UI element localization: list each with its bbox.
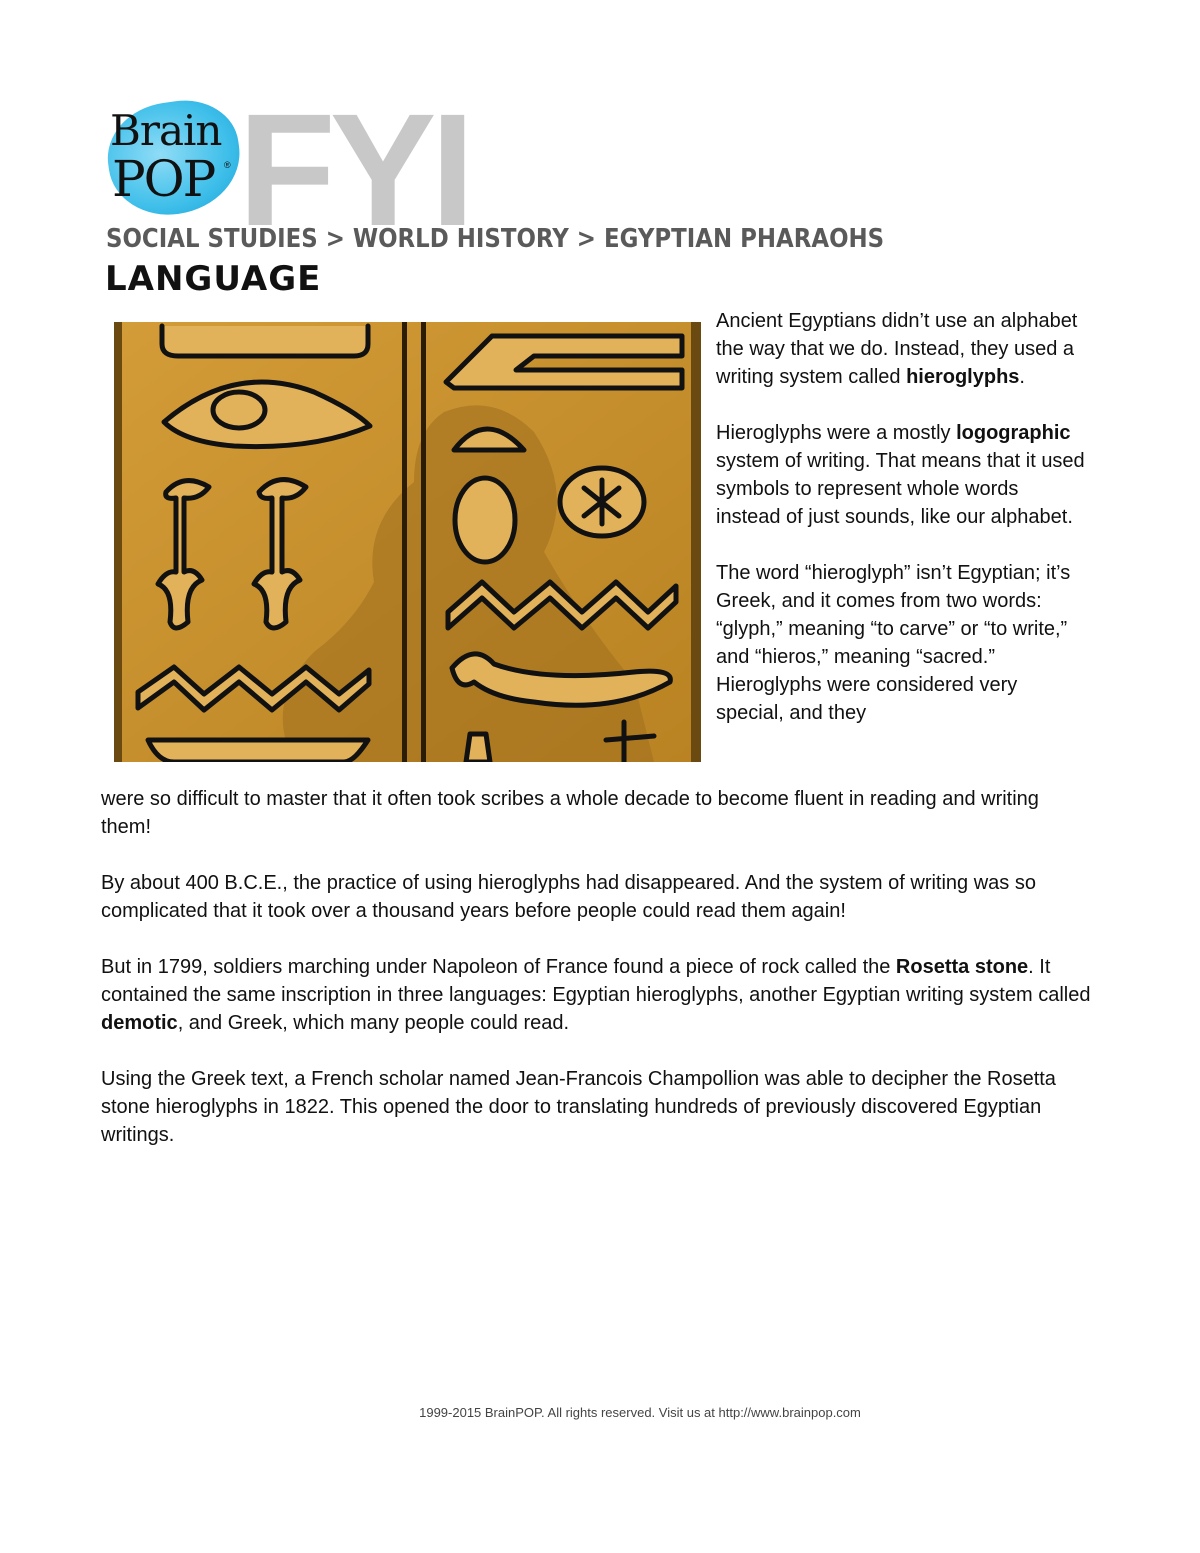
- basket-glyph: [162, 326, 368, 356]
- bowl-glyph: [148, 740, 368, 762]
- left-edge: [114, 322, 122, 762]
- term-hieroglyphs: hieroglyphs: [906, 366, 1020, 388]
- column-divider-right: [421, 322, 426, 762]
- paragraph-logographic: [716, 419, 1086, 531]
- paragraph-rosetta: [101, 953, 1091, 1037]
- brainpop-fyi-logo: [104, 80, 469, 259]
- paragraph-etymology-start: The word “hieroglyph” isn’t Egyptian; it’s Greek, and it comes from two words: “glyph,” meaning “to carve” or “to write,” and “hieros,” meaning “sacred.” Hieroglyphs were considered very special, and they: [716, 562, 1071, 724]
- pillar-glyph: [466, 734, 490, 762]
- egg-glyph: [455, 478, 515, 562]
- side-column-text: [716, 307, 1086, 727]
- paragraph-text: But in 1799, soldiers marching under Napoleon of France found a piece of rock called the: [101, 956, 896, 978]
- logo-registered-mark: ®: [224, 160, 231, 170]
- logo-pop-text: POP: [112, 150, 215, 208]
- paragraph-champollion: Using the Greek text, a French scholar named Jean-Francois Champollion was able to decipher the Rosetta stone hieroglyphs in 1822. This opened the door to translating hundreds of previously discovered Egyptian writings.: [101, 1068, 1056, 1146]
- term-demotic: demotic: [101, 1012, 178, 1034]
- paragraph-text: Ancient Egyptians didn’t use an alphabet the way that we do. Instead, they used a writing system called: [716, 310, 1078, 388]
- paragraph-text: , and Greek, which many people could read.: [177, 1012, 570, 1034]
- paragraph-text: . It contained the same inscription in three languages: Egyptian hieroglyphs, another Egyptian writing system called: [101, 956, 1091, 1006]
- term-logographic: logographic: [956, 422, 1071, 444]
- paragraph-intro: [716, 307, 1086, 391]
- logo-brain-text: Brain: [110, 106, 222, 155]
- paragraph-text: .: [1019, 366, 1025, 388]
- breadcrumb: SOCIAL STUDIES > WORLD HISTORY > EGYPTIAN PHARAOHS: [106, 224, 885, 254]
- footer-copyright: 1999-2015 BrainPOP. All rights reserved. Visit us at http://www.brainpop.com: [419, 1405, 861, 1420]
- column-divider-left: [402, 322, 407, 762]
- full-width-text: [101, 785, 1091, 1177]
- right-edge: [691, 322, 701, 762]
- paragraph-text: system of writing. That means that it used symbols to represent whole words instead of just sounds, like our alphabet.: [716, 450, 1085, 528]
- page-title: LANGUAGE: [105, 259, 322, 299]
- hieroglyph-illustration: [114, 322, 701, 762]
- paragraph-disappearance: By about 400 B.C.E., the practice of using hieroglyphs had disappeared. And the system of writing was so complicated that it took over a thousand years before people could read them again!: [101, 872, 1036, 922]
- term-rosetta-stone: Rosetta stone: [895, 956, 1029, 978]
- eye-pupil-glyph: [213, 392, 265, 428]
- paragraph-etymology-end: were so difficult to master that it often took scribes a whole decade to become fluent in reading and writing them!: [101, 788, 1039, 838]
- paragraph-text: Hieroglyphs were a mostly: [716, 422, 957, 444]
- logo-fyi-text: FYI: [238, 80, 469, 259]
